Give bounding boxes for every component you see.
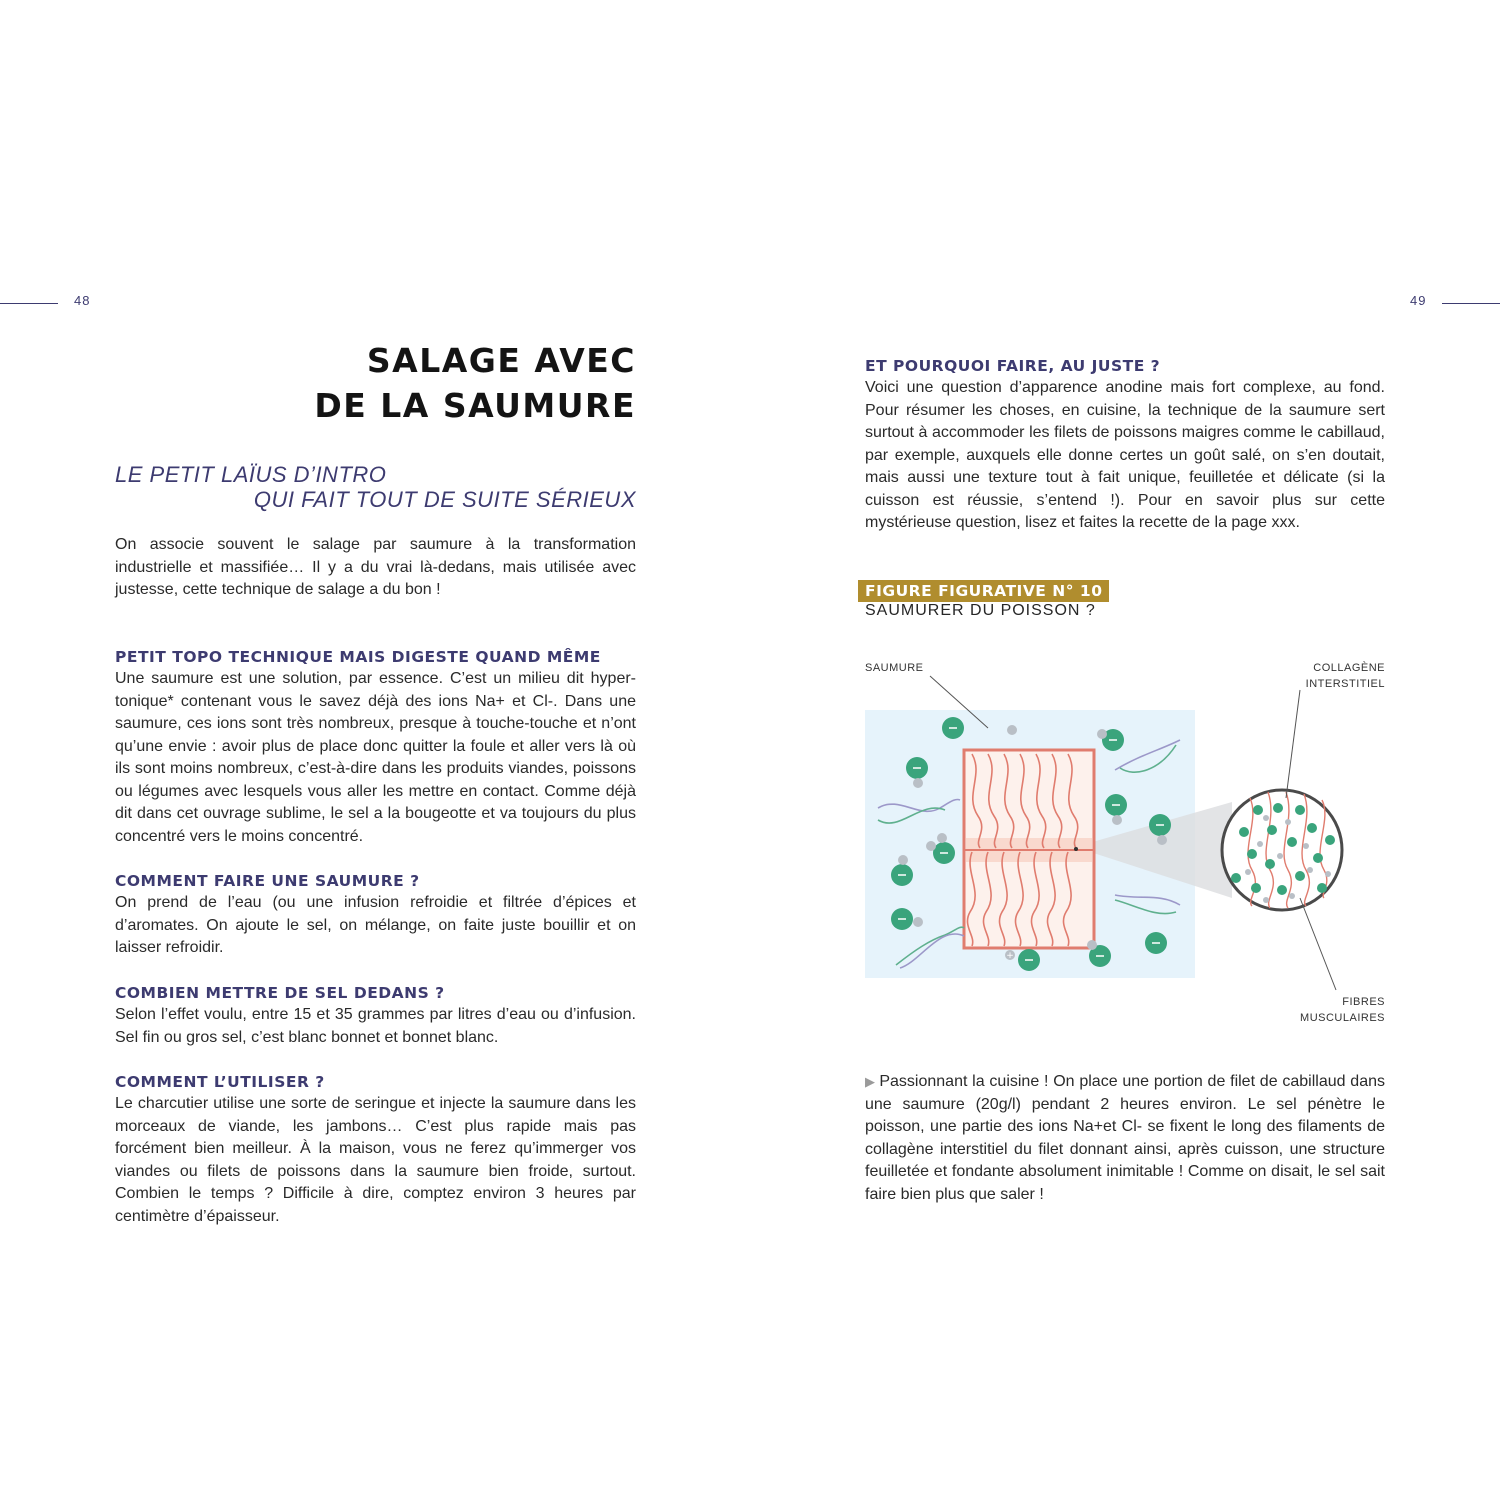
section-heading-faire: COMMENT FAIRE UNE SAUMURE ? [115,872,420,890]
right-page-number: 49 [1410,293,1427,308]
fish-fillet [964,750,1094,948]
figure-caption [865,1071,1385,1206]
intro-line-2: QUI FAIT TOUT DE SUITE SÉRIEUX [253,487,636,512]
section-heading-utiliser: COMMENT L’UTILISER ? [115,1073,325,1091]
label-fibres-2: MUSCULAIRES [1300,1012,1385,1024]
section-text-utiliser: Le charcutier utilise une sorte de seringue et injecte la saumure dans les morceaux de viande, les jambons… C’est plus rapide mais pas forcément bien meilleur. À la maison, vous ne ferez qu’immerger vos viandes ou filets de poissons dans la saumure bien froide, surtout. Combien le temps ? Difficile à dire, comptez environ 3 heures par centimètre d’épaisseur. [115,1095,636,1225]
label-collagene-2: INTERSTITIEL [1305,678,1385,690]
section-text-pourquoi: Voici une question d’apparence anodine mais fort complexe, au fond. Pour résumer les choses, en cuisine, la technique de la saumure sert surtout à accommoder les filets de poissons maigres comme le cabillaud, par exemple, auxquels elle donne certes un goût salé, on s’en doutait, mais aussi une texture tout à fait unique, feuilletée et délicate (si la cuisson est réussie, s’entend !). Pour en savoir plus sur cette mystérieuse question, lisez et faites la recette de la page xxx. [865,379,1385,531]
intro-heading [115,462,636,512]
intro-line-1: LE PETIT LAÏUS D’INTRO [115,462,387,487]
leader-line-fibres [1300,898,1336,990]
plus-sign: + [1006,951,1014,961]
caption-bullet-icon: ▶ [865,1074,876,1089]
brine-diagram [860,650,1390,1040]
section-heading-combien: COMBIEN METTRE DE SEL DEDANS ? [115,984,445,1002]
figure-subtitle: SAUMURER DU POISSON ? [865,602,1096,619]
label-collagene-1: COLLAGÈNE [1313,662,1385,674]
section-heading-topo: PETIT TOPO TECHNIQUE MAIS DIGESTE QUAND MÊME [115,648,601,666]
page-title [200,338,636,428]
right-page-rule [1442,303,1500,304]
label-fibres-1: FIBRES [1342,996,1385,1008]
section-text-topo: Une saumure est une solution, par essence. C’est un milieu dit hyper-tonique* contenant vous le savez déjà des ions Na+ et Cl-. Dans une saumure, ces ions sont très nombreux, presque à touche-touche et n’ont qu’une envie : avoir plus de place donc quitter la foule et aller vers là où ils sont moins nombreux, c’est-à-dire dans les produits viandes, poissons ou légumes avec lesquels vous aller les mettre en contact. Comme déjà dit dans cet ouvrage sublime, le sel a la bougeotte et va toujours du plus concentré vers le moins concentré. [115,670,636,845]
section-text-combien: Selon l’effet voulu, entre 15 et 35 grammes par litres d’eau ou d’infusion. Sel fin ou gros sel, c’est blanc bonnet et bonnet blanc. [115,1006,636,1046]
minus-sign: – [952,732,954,733]
figure-label: FIGURE FIGURATIVE N° 10 [858,580,1109,602]
label-saumure: SAUMURE [865,662,924,674]
zoom-circle [1222,790,1342,910]
section-heading-pourquoi: ET POURQUOI FAIRE, AU JUSTE ? [865,357,1161,375]
caption-text: Passionnant la cuisine ! On place une portion de filet de cabillaud dans une saumure (20g/l) pendant 2 heures environ. Le sel pénètre le poisson, une partie des ions Na+et Cl- se fixent le long des filaments de collagène interstitiel du filet donnant ainsi, après cuisson, une structure feuilletée et fondante absolument inimitable ! Comme on disait, le sel sait faire bien plus que saler ! [865,1073,1386,1203]
title-line-2: DE LA SAUMURE [314,386,636,425]
leader-line-collagene [1286,690,1300,798]
title-line-1: SALAGE AVEC [366,341,636,380]
left-page-number: 48 [74,293,91,308]
section-text-faire: On prend de l’eau (ou une infusion refroidie et filtrée d’épices et d’aromates. On ajoute le sel, on mélange, on faite juste bouillir et on laisser refroidir. [115,894,636,956]
left-page-rule [0,303,58,304]
intro-paragraph: On associe souvent le salage par saumure à la transformation industrielle et massifiée… Il y a du vrai là-dedans, mais utilisée avec justesse, cette technique de salage a du bon ! [115,536,636,598]
